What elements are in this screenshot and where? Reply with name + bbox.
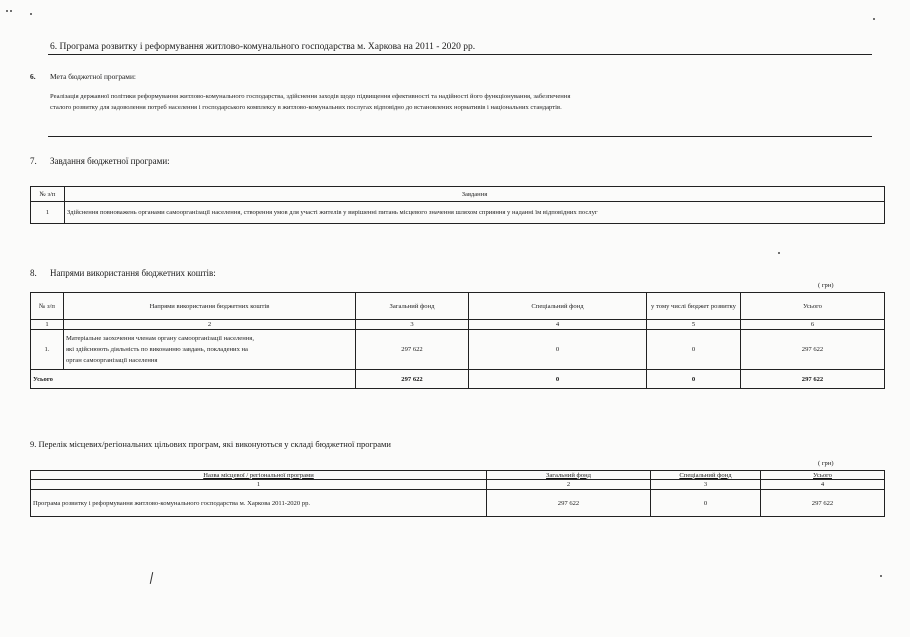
general-fund-value: 297 622 [356, 330, 469, 370]
programs-col-name: Назва місцевої / регіональної програми [31, 471, 487, 480]
section6-title: Мета бюджетної програми: [50, 72, 136, 81]
direction-line: орган самоорганізації населення [66, 357, 158, 364]
column-number: 2 [64, 320, 356, 330]
scan-speck [30, 13, 32, 15]
column-number: 2 [487, 480, 651, 490]
pen-mark [150, 572, 153, 584]
row-number: 1. [31, 330, 64, 370]
scan-speck [873, 18, 875, 20]
scan-speck [10, 10, 12, 12]
section8-title: Напрями використання бюджетних коштів: [50, 268, 216, 278]
section7-title: Завдання бюджетної програми: [50, 156, 170, 166]
total-row [31, 370, 885, 389]
section6-number: 6. [30, 72, 36, 81]
section9-title: 9. Перелік місцевих/регіональних цільових програм, які виконуються у складі бюджетної програми [30, 439, 391, 449]
programs-header-row [31, 471, 885, 480]
tasks-col-task: Завдання [65, 187, 885, 202]
directions-number-row [31, 320, 885, 330]
directions-col-special-fund: Спеціальний фонд [469, 293, 647, 320]
programs-col-special-fund: Спеціальний фонд [651, 471, 761, 480]
column-number: 4 [761, 480, 885, 490]
table-row [31, 330, 885, 370]
directions-col-development: у тому числі бюджет розвитку [647, 293, 741, 320]
task-text: Здійснення повноважень органами самоорганізації населення, створення умов для участі жителів у вирішенні питань місцевого значення шляхом сприяння у наданні їм відповідних послуг [65, 202, 885, 224]
section7-number: 7. [30, 156, 37, 166]
total-general-fund: 297 622 [356, 370, 469, 389]
direction-line: які здійснюють діяльність по виконанню завдань, покладених на [66, 346, 248, 353]
total-value: 297 622 [741, 330, 885, 370]
programs-col-total: Усього [761, 471, 885, 480]
section8-number: 8. [30, 268, 37, 278]
task-number: 1 [31, 202, 65, 224]
table-row [31, 202, 885, 224]
column-number: 3 [651, 480, 761, 490]
column-number: 1 [31, 480, 487, 490]
programs-col-general-fund: Загальний фонд [487, 471, 651, 480]
scan-speck [778, 252, 780, 254]
column-number: 6 [741, 320, 885, 330]
target-programs-table [30, 470, 885, 517]
tasks-col-number: № з/п [31, 187, 65, 202]
header-rule [48, 54, 872, 55]
total-development: 0 [647, 370, 741, 389]
section9-unit: ( грн) [818, 460, 834, 467]
program-title: 6. Програма розвитку і реформування житлово-комунального господарства м. Харкова на 2011 - 2020 рр. [50, 42, 476, 52]
program-general-fund: 297 622 [487, 490, 651, 517]
section6-rule [48, 136, 872, 137]
total-sum: 297 622 [741, 370, 885, 389]
table-row [31, 490, 885, 517]
column-number: 3 [356, 320, 469, 330]
directions-col-total: Усього [741, 293, 885, 320]
directions-col-general-fund: Загальний фонд [356, 293, 469, 320]
tasks-table [30, 186, 885, 224]
scan-speck [6, 10, 8, 12]
program-total: 297 622 [761, 490, 885, 517]
program-name: Програма розвитку і реформування житлово-комунального господарства м. Харкова 2011-2020 рр. [31, 490, 487, 517]
scan-speck [880, 575, 882, 577]
directions-col-number: № з/п [31, 293, 64, 320]
tasks-header-row [31, 187, 885, 202]
column-number: 1 [31, 320, 64, 330]
development-value: 0 [647, 330, 741, 370]
program-special-fund: 0 [651, 490, 761, 517]
special-fund-value: 0 [469, 330, 647, 370]
section6-text-line2: сталого розвитку для задоволення потреб населення і господарського комплексу в житлово-комунальних послугах відповідно до встановлених нормативів і національних стандартів. [50, 104, 562, 111]
directions-col-name: Напрями використання бюджетних коштів [64, 293, 356, 320]
programs-number-row [31, 480, 885, 490]
column-number: 4 [469, 320, 647, 330]
total-special-fund: 0 [469, 370, 647, 389]
section8-unit: ( грн) [818, 282, 834, 289]
total-label: Усього [31, 370, 356, 389]
column-number: 5 [647, 320, 741, 330]
direction-description [64, 330, 356, 370]
direction-line: Матеріальне заохочення членам органу самоорганізації населення, [66, 335, 254, 342]
budget-directions-table [30, 292, 885, 389]
directions-header-row [31, 293, 885, 320]
section6-text-line1: Реалізація державної політики реформування житлово-комунального господарства, здійснення заходів щодо підвищення ефективності та надійності його функціонування, забезпечення [50, 93, 571, 100]
